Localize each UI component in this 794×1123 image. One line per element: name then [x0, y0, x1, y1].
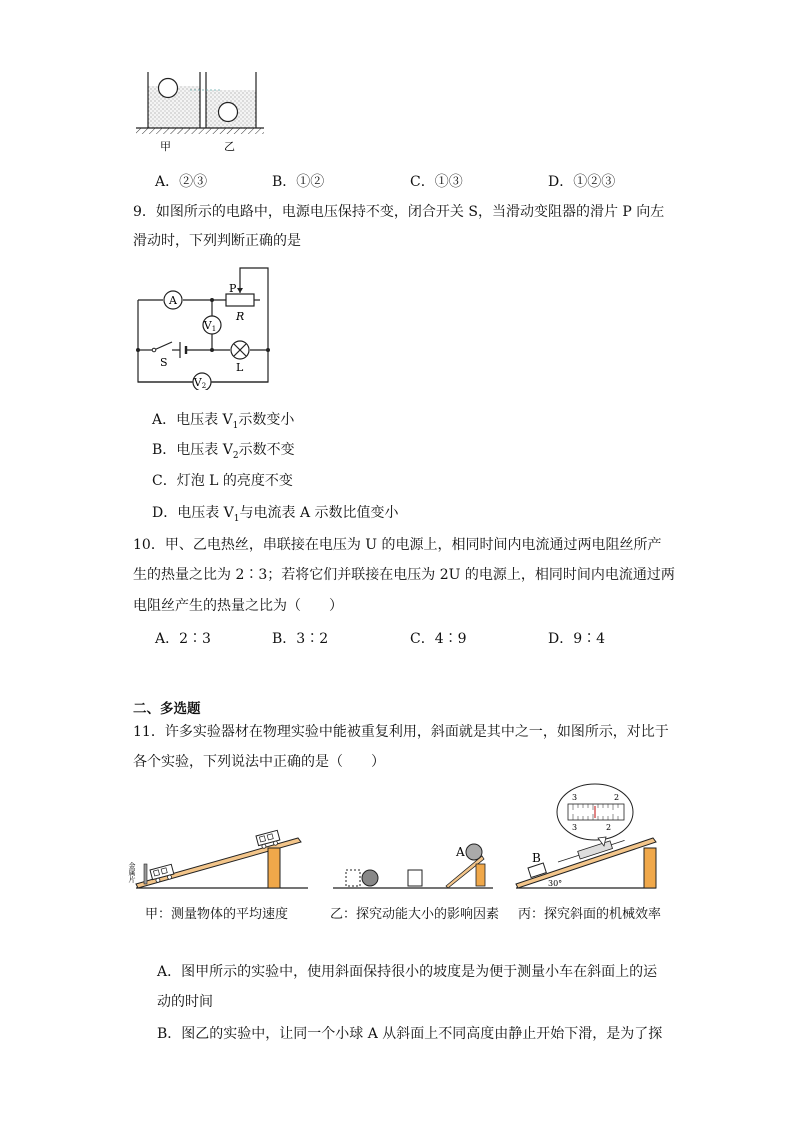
q11-stem-line2: 各个实验，下列说法中正确的是（ ）	[133, 754, 385, 770]
angle-label: 30°	[548, 879, 563, 888]
ball-left	[159, 79, 178, 98]
q9-option-d[interactable]: D．电压表 $V_1$与电流表 A 示数比值变小	[152, 505, 399, 524]
caption-jia: 甲：测量物体的平均速度	[145, 907, 289, 922]
q9-stem-line1: 9．如图所示的电路中，电源电压保持不变，闭合开关 S，当滑动变阻器的滑片 P 向左	[133, 204, 665, 220]
scale-left-top: 3	[572, 793, 578, 802]
label-jia: 甲	[160, 140, 171, 153]
metal-plate-label: 金属片	[128, 862, 136, 883]
q9-option-b[interactable]: B．电压表 $V_2$示数不变	[152, 442, 295, 461]
q11-option-a-line2: 动的时间	[157, 994, 213, 1010]
block-b-label: B	[532, 851, 541, 865]
q9-stem-line2: 滑动时，下列判断正确的是	[133, 233, 301, 249]
q10-option-d[interactable]: D．9∶4	[548, 631, 606, 647]
scale-right-top: 2	[614, 793, 620, 802]
lamp-label: L	[236, 361, 244, 374]
q8-option-a[interactable]: A．②③	[155, 174, 208, 190]
q10-stem-line2: 生的热量之比为 2∶3；若将它们并联接在电压为 2U 的电源上，相同时间内电流通过两	[133, 567, 675, 583]
caption-bing: 丙：探究斜面的机械效率	[518, 907, 662, 922]
fig-bing	[516, 784, 656, 888]
caption-yi: 乙：探究动能大小的影响因素	[330, 907, 500, 922]
q8-option-b[interactable]: B．①②	[272, 174, 325, 190]
scale-left-bottom: 3	[572, 823, 578, 832]
q9-option-c[interactable]: C．灯泡 L 的亮度不变	[152, 473, 293, 489]
resistor-label: R	[236, 310, 245, 323]
label-yi: 乙	[224, 140, 235, 153]
switch-label: S	[160, 356, 168, 369]
slider-label: P	[229, 282, 237, 295]
fig-yi	[333, 844, 493, 888]
q8-option-d[interactable]: D．①②③	[548, 174, 616, 190]
q8-option-c[interactable]: C．①③	[410, 174, 463, 190]
q9-option-a[interactable]: A．电压表 $V_1$示数变小	[152, 412, 295, 431]
section-title: 二、多选题	[133, 701, 201, 717]
q11-option-a-line1[interactable]: A．图甲所示的实验中，使用斜面保持很小的坡度是为便于测量小车在斜面上的运	[157, 964, 658, 980]
voltmeter1-label: V1	[203, 319, 217, 333]
q10-stem-line3: 电阻丝产生的热量之比为（ ）	[133, 598, 343, 614]
q10-stem-line1: 10．甲、乙电热丝，串联接在电压为 U 的电源上，相同时间内电流通过两电阻丝所产	[133, 537, 662, 553]
ammeter-label: A	[169, 294, 177, 307]
scale-right-bottom: 2	[606, 823, 612, 832]
q10-option-a[interactable]: A．2∶3	[155, 631, 211, 647]
voltmeter2-label: V2	[193, 376, 207, 390]
buoyancy-figure	[130, 68, 270, 158]
circuit-diagram	[128, 262, 278, 390]
ball-right	[219, 103, 238, 122]
incline-experiments-figure	[128, 780, 668, 895]
q10-option-b[interactable]: B．3∶2	[272, 631, 329, 647]
q11-option-b-line1[interactable]: B．图乙的实验中，让同一个小球 A 从斜面上不同高度由静止开始下滑，是为了探	[157, 1026, 663, 1042]
fig-jia	[128, 830, 308, 888]
q10-option-c[interactable]: C．4∶9	[410, 631, 467, 647]
q11-stem-line1: 11．许多实验器材在物理实验中能被重复利用，斜面就是其中之一，如图所示，对比于	[133, 724, 669, 740]
ball-a-label: A	[456, 845, 465, 859]
